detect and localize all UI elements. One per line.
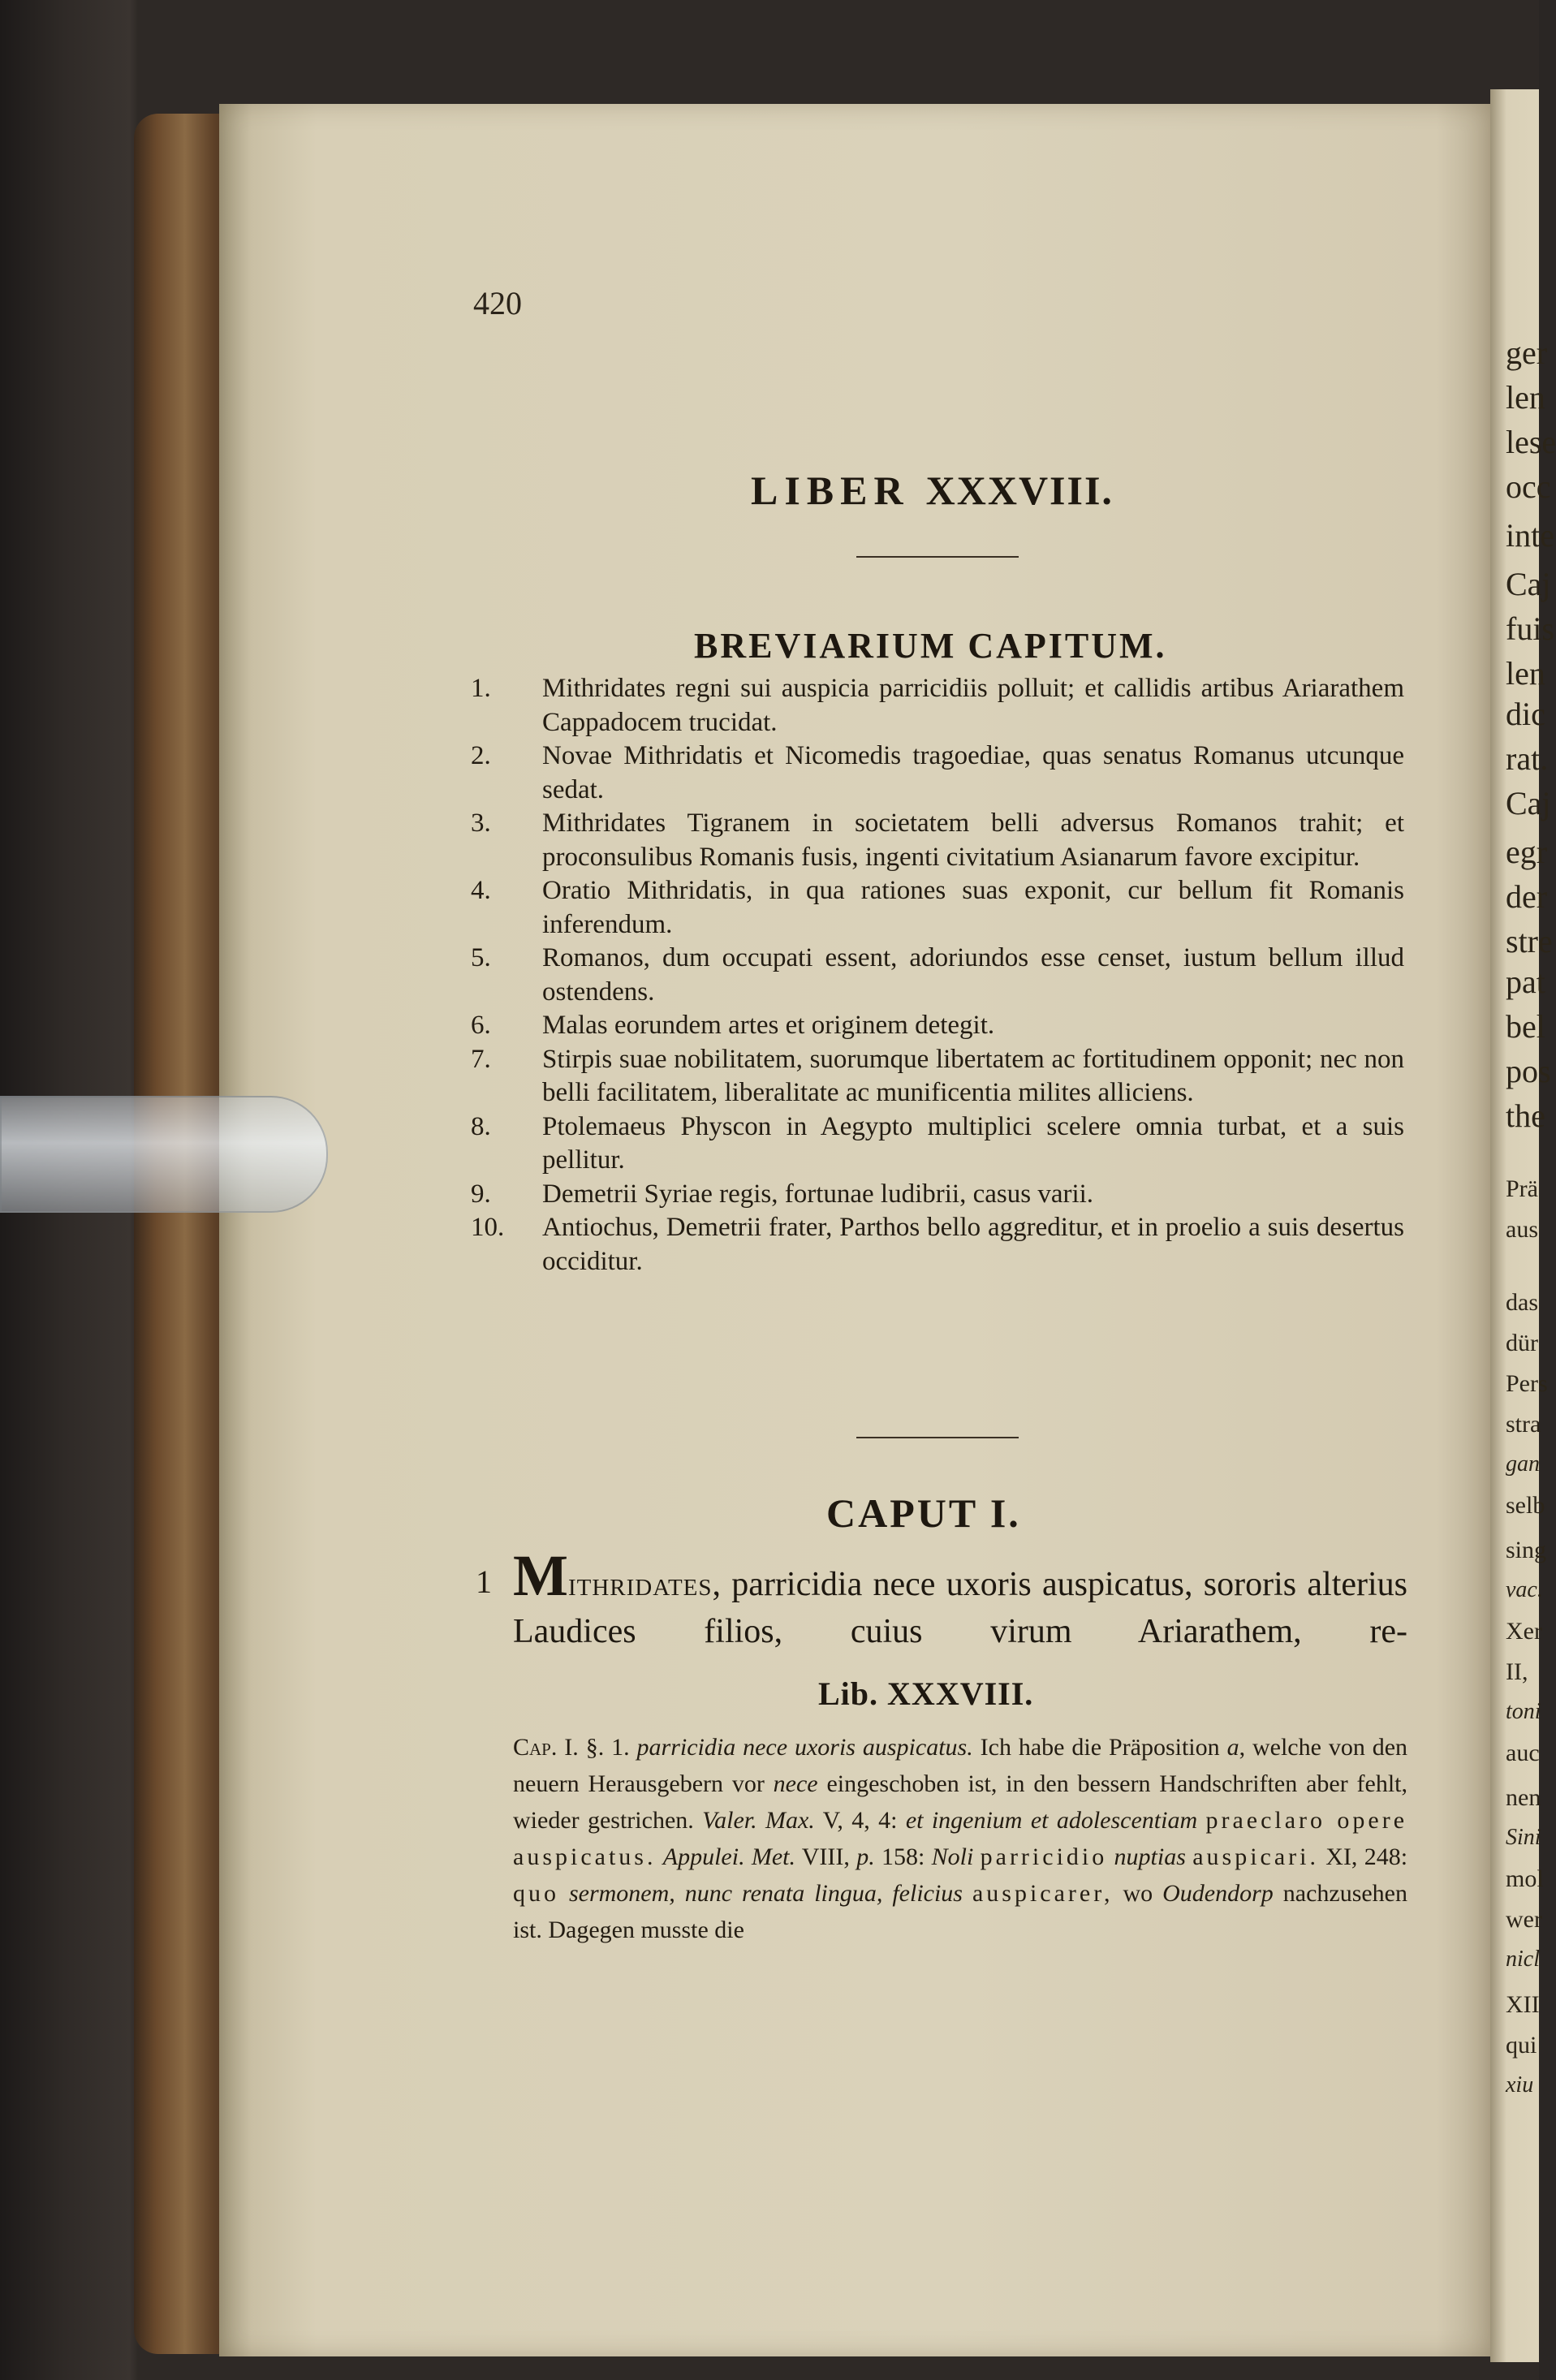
chapter-summary-item	[471, 874, 1404, 942]
note-quote: nuptias	[1114, 1843, 1186, 1870]
note-italic: p.	[856, 1843, 875, 1870]
right-page-fragment: stre	[1506, 923, 1553, 959]
chapter-summary-text: Malas eorundem artes et originem detegit.	[542, 1011, 995, 1040]
chapter-summary-number: 8.	[471, 1111, 491, 1141]
chapter-summary-text: Mithridates Tigranem in societatem belli adversus Romanos trahit; et proconsulibus Romanis fusis, ingenti civitatium Asianarum favore excipitur.	[542, 808, 1404, 872]
right-page-fragment: auc	[1506, 1740, 1540, 1766]
right-page-fragment: der	[1506, 878, 1548, 915]
chapter-summary-item	[471, 807, 1404, 874]
main-text	[513, 1543, 1407, 1655]
page-number: 420	[473, 285, 522, 321]
caput-heading: CAPUT I.	[826, 1490, 1021, 1536]
note-text: nachzusehen ist. Dagegen musste die	[513, 1880, 1408, 1943]
chapter-summary-item	[471, 1211, 1404, 1278]
note-section-ref: §. 1.	[585, 1734, 630, 1761]
notes-heading: Lib. XXXVIII.	[818, 1675, 1034, 1712]
note-text: wo	[1123, 1880, 1153, 1907]
note-citation: Oudendorp	[1162, 1880, 1274, 1907]
note-quote: et ingenium et adolescentiam	[905, 1807, 1198, 1834]
drop-cap: M	[513, 1543, 568, 1608]
chapter-summary-number: 1.	[471, 674, 491, 703]
right-page-fragment: nen	[1506, 1784, 1541, 1811]
right-page-fragment: egr	[1506, 834, 1548, 870]
book-title-number: XXXVIII.	[925, 468, 1114, 513]
right-page-fragment: len	[1506, 655, 1545, 692]
right-page-fragment: dic	[1506, 696, 1545, 732]
right-page-fragment: len	[1506, 379, 1545, 416]
chapter-summary-list	[471, 672, 1404, 1278]
chapter-summary-item	[471, 739, 1404, 807]
right-page-fragment: II,	[1506, 1658, 1528, 1685]
commentary-notes	[513, 1729, 1407, 1948]
right-page-fragment: XII	[1506, 1991, 1540, 2018]
chapter-summary-item	[471, 672, 1404, 739]
right-page-fragment: Caj	[1506, 566, 1551, 602]
chapter-summary-number: 2.	[471, 741, 491, 770]
note-text: XI, 248:	[1325, 1843, 1408, 1870]
right-page-fragment: Prä	[1506, 1175, 1538, 1202]
right-page-fragment: sing	[1506, 1537, 1547, 1563]
chapter-summary-text: Demetrii Syriae regis, fortunae ludibrii, casus varii.	[542, 1179, 1094, 1209]
note-text: eingeschoben ist, in den bessern Handschriften aber fehlt, wieder gestrichen.	[513, 1770, 1407, 1834]
right-page-fragment: bel	[1506, 1008, 1545, 1045]
right-page-fragment: pat	[1506, 964, 1545, 1000]
divider-rule	[856, 1437, 1019, 1438]
chapter-summary-number: 4.	[471, 876, 491, 905]
right-page-fragment: stra	[1506, 1411, 1541, 1438]
note-spaced: auspicarer,	[972, 1880, 1114, 1907]
breviarium-heading: BREVIARIUM CAPITUM.	[694, 626, 1167, 666]
chapter-summary-item	[471, 1110, 1404, 1178]
right-page-fragment: Xer	[1506, 1618, 1542, 1645]
right-page-fragment: aus	[1506, 1216, 1538, 1243]
right-page-fragment: xiu	[1506, 2072, 1534, 2098]
chapter-summary-number: 9.	[471, 1179, 491, 1209]
chapter-summary-number: 10.	[471, 1213, 505, 1242]
chapter-summary-text: Romanos, dum occupati essent, adoriundos esse censet, iustum bellum illud ostendens.	[542, 943, 1404, 1007]
right-page-fragment: ger	[1506, 334, 1548, 371]
note-text: Ich habe die Präposition	[980, 1734, 1220, 1761]
chapter-summary-number: 5.	[471, 943, 491, 972]
chapter-summary-text: Mithridates regni sui auspicia parricidiis polluit; et callidis artibus Ariarathem Cappadocem trucidat.	[542, 674, 1404, 737]
note-quote: Noli	[931, 1843, 974, 1870]
right-page-fragment: rat.	[1506, 740, 1549, 777]
note-text: 158:	[881, 1843, 925, 1870]
chapter-summary-text: Ptolemaeus Physcon in Aegypto multiplici scelere omnia turbat, et a suis pellitur.	[542, 1111, 1404, 1175]
note-spaced: quo	[513, 1880, 559, 1907]
chapter-summary-text: Novae Mithridatis et Nicomedis tragoediae, quas senatus Romanus utcunque sedat.	[542, 741, 1404, 804]
plastic-page-clip	[0, 1096, 328, 1213]
note-lemma: parricidia nece uxoris auspicatus.	[636, 1734, 973, 1761]
note-text: VIII,	[801, 1843, 850, 1870]
note-italic: nece	[773, 1770, 818, 1797]
note-spaced: parricidio	[980, 1843, 1108, 1870]
book-title	[751, 467, 1114, 514]
note-spaced: praeclaro opere auspicatus.	[513, 1807, 1408, 1870]
right-page-fragment: selb	[1506, 1492, 1545, 1519]
right-page-fragment: nicl	[1506, 1947, 1540, 1972]
chapter-summary-text: Stirpis suae nobilitatem, suorumque libertatem ac fortitudinem opponit; nec non belli facilitatem, liberalitate ac munificentia milites alliciens.	[542, 1044, 1404, 1107]
right-page-fragment: qui	[1506, 2032, 1537, 2059]
chapter-summary-number: 3.	[471, 808, 491, 838]
note-quote: sermonem, nunc renata lingua, felicius	[568, 1880, 963, 1907]
note-citation: Appulei. Met.	[662, 1843, 796, 1870]
note-spaced: auspicari.	[1192, 1843, 1319, 1870]
right-page-fragment: toni	[1506, 1699, 1541, 1724]
book-title-word: LIBER	[751, 468, 910, 513]
main-text-body: , parricidia nece uxoris auspicatus, sororis alterius Laudices filios, cuius virum Ariarathem, re-	[513, 1566, 1407, 1650]
right-page-fragment: mol	[1506, 1865, 1544, 1892]
note-italic: a	[1226, 1734, 1239, 1761]
chapter-summary-item	[471, 1009, 1404, 1043]
right-page-fragment: vac.	[1506, 1577, 1543, 1602]
chapter-summary-item	[471, 942, 1404, 1009]
note-text: , welche von den neuern Herausgebern vor	[513, 1734, 1408, 1797]
right-page-fragment: Sini	[1506, 1825, 1541, 1850]
right-page-fragment: das	[1506, 1289, 1538, 1316]
divider-rule	[856, 556, 1019, 558]
right-page-fragment: pos	[1506, 1053, 1551, 1089]
right-page-fragment: fuis	[1506, 610, 1554, 647]
right-page-fragment: Pers	[1506, 1370, 1548, 1397]
chapter-summary-number: 6.	[471, 1011, 491, 1040]
right-page-fragment: the	[1506, 1097, 1545, 1134]
chapter-summary-text: Oratio Mithridatis, in qua rationes suas exponit, cur bellum fit Romanis inferendum.	[542, 876, 1404, 939]
right-page-fragment: Caj	[1506, 785, 1551, 821]
section-number: 1	[476, 1563, 492, 1600]
right-page-fragment: wer	[1506, 1906, 1542, 1933]
right-page-fragment: inte	[1506, 517, 1554, 554]
chapter-summary-number: 7.	[471, 1044, 491, 1074]
note-citation: Valer. Max.	[702, 1807, 815, 1834]
chapter-summary-item	[471, 1043, 1404, 1110]
note-text: V, 4, 4:	[822, 1807, 898, 1834]
right-page-fragment: gan	[1506, 1451, 1540, 1477]
chapter-summary-item	[471, 1178, 1404, 1212]
right-page-fragment: dür	[1506, 1330, 1538, 1356]
right-page-fragment: lese	[1506, 424, 1556, 460]
right-page-fragment: occ	[1506, 468, 1551, 505]
chapter-summary-text: Antiochus, Demetrii frater, Parthos bello aggreditur, et in proelio a suis desertus occiditur.	[542, 1213, 1404, 1276]
main-text-smallcaps: ithridates	[567, 1566, 713, 1603]
note-cap-ref: Cap. I.	[513, 1734, 579, 1761]
